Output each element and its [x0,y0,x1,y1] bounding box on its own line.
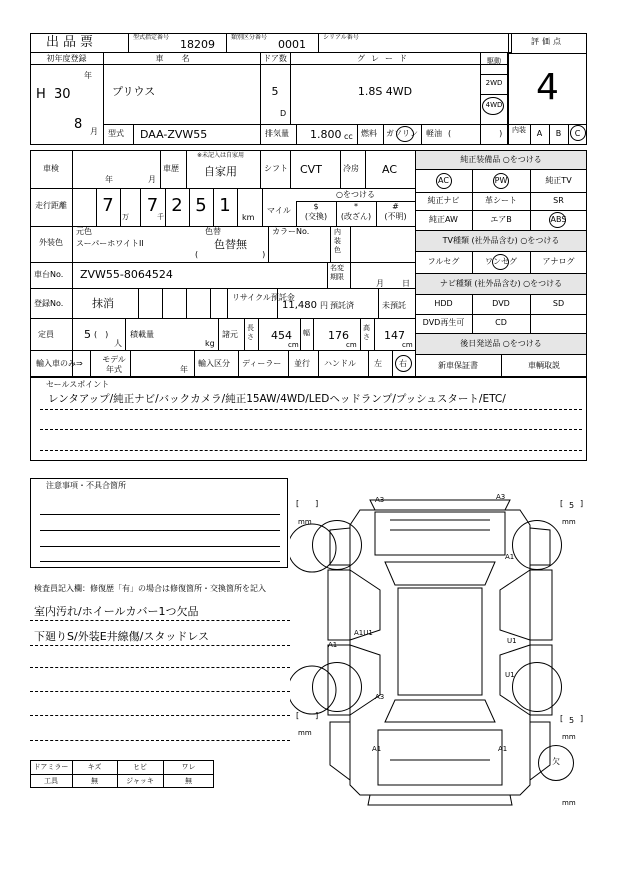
oem-airbag: エアB [490,215,512,224]
usage-note: ※未記入は自家用 [197,152,245,159]
sheet-title: 出品票 [46,35,98,50]
tv-fullseg: フルセグ [427,257,460,266]
drive-label: 駆動 [487,57,501,65]
tire-fr-close: ] [580,499,584,508]
name-change-label: 名変期限 [330,264,344,281]
mark-door-r: U1 [507,637,517,645]
dmg-jack-value: 無 [185,777,192,785]
mile-hash: # [392,202,399,211]
usage: 自家用 [204,165,237,178]
oem-leather: 革シート [485,196,517,205]
fuel-paren: ( ) [448,129,503,138]
parallel: 並行 [294,359,310,368]
mile-exchange: (交換) [304,212,328,221]
oem-abs: ABS [550,215,567,224]
drive-2wd: 2WD [485,79,503,87]
mark-rear-bumper-r: A1 [498,745,508,753]
length-label: 長さ [247,324,254,341]
interior-a: A [536,129,543,138]
color-change-label: 色替 [205,227,221,236]
inspection-month: 月 [148,175,156,184]
original-color-label: 元色 [76,227,92,236]
navi-dvd-play: DVD再生可 [422,318,465,327]
length: 454 [271,329,292,342]
color-label: 外装色 [39,238,63,247]
mileage-sen: 千 [157,213,164,221]
navi-title: ナビ種類 (社外品含む) ○をつける [439,279,563,288]
header-strip [30,33,512,53]
first-reg-label: 初年度登録 [46,54,87,63]
doors: 5 [271,85,279,98]
dmg-tools: 工具 [44,777,58,785]
note-line-1: 室内汚れ/ホイールカバー1つ欠品 [34,605,199,618]
interior-color-label: 内装色 [334,228,341,254]
mark-front-bumper-l: A3 [375,496,385,504]
grade-col-label: グレード [357,54,413,63]
displacement-label: 排気量 [265,129,289,138]
mark-fender-r: A1 [505,553,515,561]
notes-label: 注意事項・不具合箇所 [46,481,126,490]
recycle-unit: 円 [320,301,328,310]
class-no-label: 類別区分番号 [231,34,268,41]
color-name: スーパーホワイトII [76,239,144,248]
mile-unknown: (不明) [384,212,407,221]
notes-box [30,478,288,568]
mile-tamper: (改ざん) [340,212,372,221]
sales-block [30,377,587,461]
height-unit: cm [402,341,413,349]
drive-4wd: 4WD [485,101,503,109]
interior-c-circle [570,125,586,141]
capacity-paren: ( ) [94,330,109,339]
tire-fr-unit: mm [562,518,576,526]
dmg-h3: ヒビ [133,763,147,771]
recycle-paid: 預託済 [330,301,354,310]
type-no-label: 型式指定番号 [133,34,170,41]
capacity-label: 定員 [38,330,54,339]
navi-hdd: HDD [434,299,453,308]
displacement: 1.800 [310,128,342,141]
tire-rl-bracket: [ ] [296,711,319,720]
load-label: 積載量 [130,330,154,339]
capacity-unit: 人 [114,339,122,348]
oem-ac-circle [436,173,452,189]
registration: 抹消 [92,297,114,310]
oem-sr: SR [553,196,564,205]
sales-text: レンタアップ/純正ナビ/バックカメラ/純正15AW/4WD/LEDヘッドランプ/プッシュスタート/ETC/ [48,393,506,405]
class-no: 0001 [278,38,306,51]
tv-title: TV種類 (社外品含む) ○をつける [442,236,560,245]
mileage-digit-3: 2 [171,195,183,216]
tire-rr-open: [ [560,714,564,723]
docs-title: 後日発送品 ○をつける [460,339,542,348]
tire-fl-unit: mm [298,518,312,526]
spare-label: 欠 [552,757,560,766]
wheel-front-right [512,520,562,570]
month-unit: 月 [90,127,98,136]
steering-label: ハンドル [324,359,356,368]
circle-note: ○をつける [336,190,375,199]
era: H [36,87,46,102]
wheel-rear-right [512,662,562,712]
oem-abs-circle [549,212,566,228]
drive-4wd-circle [482,97,504,115]
mark-rear-bumper-l: A1 [372,745,382,753]
mark-quarter-l: A3 [375,693,385,701]
width-label: 幅 [303,329,310,337]
oem-navi: 純正ナビ [427,196,460,205]
dmg-h4: ワレ [181,763,196,771]
wheel-front-left [312,520,362,570]
mileage-digit-5: 1 [219,195,231,216]
fuel-diesel: 軽油 [426,129,442,138]
recycle-label: リサイクル預託金 [232,293,295,302]
color-change-paren: ( ) [195,250,266,259]
tire-rr-unit: mm [562,733,576,741]
capacity: 5 [84,328,91,341]
navi-cd: CD [495,318,507,327]
model: DAA-ZVW55 [140,128,208,141]
mileage-digit-1: 7 [102,195,114,216]
oem-pw: PW [494,176,508,185]
mileage-digit-4: 5 [195,195,207,216]
interior-c: C [574,129,581,138]
tire-rl-unit: mm [298,729,312,737]
tv-analog: アナログ [542,257,575,266]
oem-title: 純正装備品 ○をつける [460,155,542,164]
wheel-rear-left [312,662,362,712]
mileage-man: 万 [122,213,129,221]
reg-month: 8 [74,117,83,132]
docs-manual: 車輌取説 [528,361,560,370]
recycle-amount: 11,480 [282,300,317,311]
height-label: 高さ [363,324,370,341]
shift-label: シフト [264,164,288,173]
oem-ac: AC [438,176,449,185]
recycle-unpaid: 未預託 [382,301,406,310]
note-line-2: 下廻りS/外装E井線傷/スタッドレス [34,630,210,643]
tire-fr-value: 5 [569,501,575,510]
doors-sub: D [280,109,287,118]
mile-label: マイル [267,206,291,215]
dims-label: 諸元 [222,330,238,339]
tire-fl-bracket: [ ] [296,499,319,508]
mile-dollar: $ [313,202,319,211]
dmg-jack: ジャッキ [126,777,154,785]
steering-right-circle [395,355,412,372]
interior-b: B [555,129,562,138]
navi-sd: SD [552,299,565,308]
color-no-label: カラーNo. [272,227,310,236]
ac-label: 冷房 [343,164,359,173]
dealer: ディーラー [242,359,282,368]
inspector-label: 検査員記入欄：修復歴「有」の場合は修復箇所・交換箇所を記入 [34,584,266,593]
doors-label: ドア数 [263,54,287,63]
tv-oneseg-circle [492,254,509,270]
model-label: 型式 [108,129,124,138]
score-value: 4 [536,67,559,108]
car-name-label: 車名 [155,54,208,63]
mileage-digit-2: 7 [146,195,159,216]
mark-front-bumper-r: A3 [496,493,506,501]
mileage-unit: km [242,213,255,222]
registration-label: 登録No. [34,299,64,308]
color-change: 色替無 [214,238,247,251]
sales-label: セールスポイント [46,380,110,389]
chassis: ZVW55-8064524 [80,268,173,281]
model-year-unit: 年 [180,365,188,374]
mark-quarter-r: U1 [505,671,515,679]
import-label: 輸入車のみ⇒ [36,359,83,368]
steering-left: 左 [374,359,382,368]
load-unit: kg [205,339,215,348]
spare-unit: mm [562,799,576,807]
mile-star: * [354,202,358,211]
docs-warranty: 新車保証書 [438,361,478,370]
dmg-h2: キズ [87,763,102,771]
import-type-label: 輸入区分 [198,359,230,368]
inspection-year: 年 [105,175,113,184]
oem-pw-circle [493,173,509,189]
chassis-label: 車台No. [34,270,64,279]
dmg-h1: ドアミラー [33,763,69,771]
model-year-label: モデル年式 [102,355,126,374]
mark-front-door-l: A1U1 [354,629,373,637]
reg-year: 30 [54,87,71,102]
shift: CVT [300,163,322,176]
oem-tv: 純正TV [545,176,572,185]
grade: 1.8S 4WD [357,85,413,98]
tire-fr-open: [ [560,499,564,508]
length-unit: cm [288,341,299,349]
car-name: プリウス [112,85,156,98]
serial-label: シリアル番号 [323,34,359,41]
displacement-unit: cc [344,132,353,141]
fuel-gasoline-circle [396,126,414,142]
interior-label: 内装 [512,126,526,134]
year-unit: 年 [84,71,92,80]
inspection-label: 車検 [43,164,59,173]
width: 176 [328,329,349,342]
tire-rr-close: ] [580,714,584,723]
ac: AC [382,163,398,176]
oem-aw: 純正AW [429,215,458,224]
height: 147 [384,329,405,342]
name-change-month: 月 [376,279,384,288]
navi-dvd: DVD [492,299,510,308]
mark-rear-door-l: A1 [328,641,338,649]
fuel-gasoline: ガソリン [386,129,418,138]
tv-oneseg: ワンセグ [485,257,517,266]
score-label: 評価点 [531,37,564,46]
type-no: 18209 [180,38,215,51]
width-unit: cm [346,341,357,349]
name-change-day: 日 [402,279,410,288]
mileage-label: 走行距離 [35,201,67,210]
fuel-label: 燃料 [361,129,377,138]
dmg-tools-value: 無 [91,777,98,785]
steering-right: 右 [399,359,407,368]
usage-label: 車歴 [163,164,179,173]
tire-rr-value: 5 [569,716,575,725]
